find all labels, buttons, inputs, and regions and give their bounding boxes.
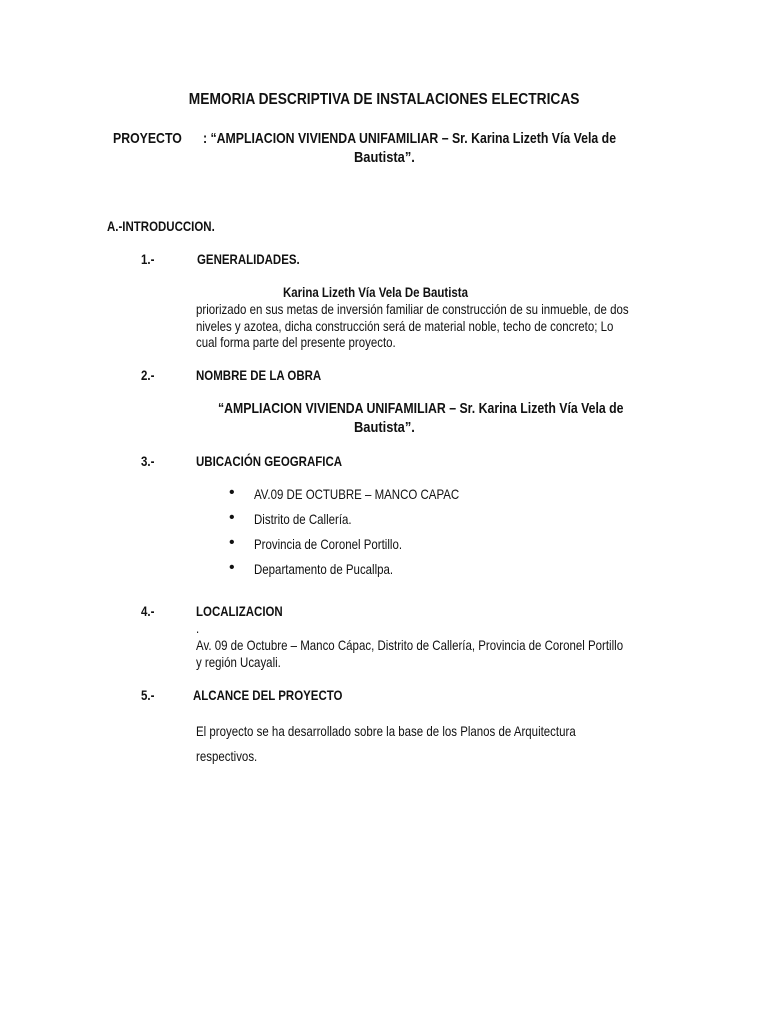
obra-name-line1: “AMPLIACION VIVIENDA UNIFAMILIAR – Sr. Karina Lizeth Vía Vela de bbox=[218, 400, 624, 417]
section-a-heading: A.-INTRODUCCION. bbox=[107, 218, 215, 234]
generalidades-line-1: priorizado en sus metas de inversión familiar de construcción de su inmueble, de dos bbox=[196, 301, 629, 317]
section-1-number: 1.- bbox=[141, 251, 155, 267]
section-3-number: 3.- bbox=[141, 453, 155, 469]
bullet-icon: • bbox=[229, 484, 235, 501]
location-item-2: Distrito de Callería. bbox=[254, 511, 352, 527]
section-4-number: 4.- bbox=[141, 603, 155, 619]
obra-name-line2: Bautista”. bbox=[353, 419, 415, 436]
owner-name: Karina Lizeth Vía Vela De Bautista bbox=[283, 284, 469, 300]
location-item-4: Departamento de Pucallpa. bbox=[254, 561, 394, 577]
section-1-heading: GENERALIDADES. bbox=[197, 251, 300, 267]
bullet-icon: • bbox=[229, 534, 235, 551]
location-item-3: Provincia de Coronel Portillo. bbox=[254, 536, 403, 552]
proyecto-label: PROYECTO bbox=[113, 130, 182, 147]
section-5-number: 5.- bbox=[141, 687, 155, 703]
bullet-icon: • bbox=[229, 509, 235, 526]
alcance-line-2: respectivos. bbox=[196, 748, 258, 764]
section-2-heading: NOMBRE DE LA OBRA bbox=[196, 367, 322, 383]
generalidades-line-3: cual forma parte del presente proyecto. bbox=[196, 334, 396, 350]
section-5-heading: ALCANCE DEL PROYECTO bbox=[193, 687, 343, 703]
section-3-heading: UBICACIÓN GEOGRAFICA bbox=[196, 453, 343, 469]
proyecto-value-line2: Bautista”. bbox=[353, 149, 415, 166]
bullet-icon: • bbox=[229, 559, 235, 576]
location-item-1: AV.09 DE OCTUBRE – MANCO CAPAC bbox=[254, 486, 460, 502]
alcance-line-1: El proyecto se ha desarrollado sobre la base de los Planos de Arquitectura bbox=[196, 723, 576, 739]
localizacion-line-1: Av. 09 de Octubre – Manco Cápac, Distrito de Callería, Provincia de Coronel Portillo bbox=[196, 637, 624, 653]
document-title: MEMORIA DESCRIPTIVA DE INSTALACIONES ELECTRICAS bbox=[188, 91, 580, 108]
generalidades-line-2: niveles y azotea, dicha construcción será de material noble, techo de concreto; Lo bbox=[196, 318, 614, 334]
localizacion-dot: . bbox=[196, 620, 200, 636]
localizacion-line-2: y región Ucayali. bbox=[196, 654, 281, 670]
proyecto-value-line1: : “AMPLIACION VIVIENDA UNIFAMILIAR – Sr. Karina Lizeth Vía Vela de bbox=[203, 130, 617, 147]
section-4-heading: LOCALIZACION bbox=[196, 603, 283, 619]
section-2-number: 2.- bbox=[141, 367, 155, 383]
